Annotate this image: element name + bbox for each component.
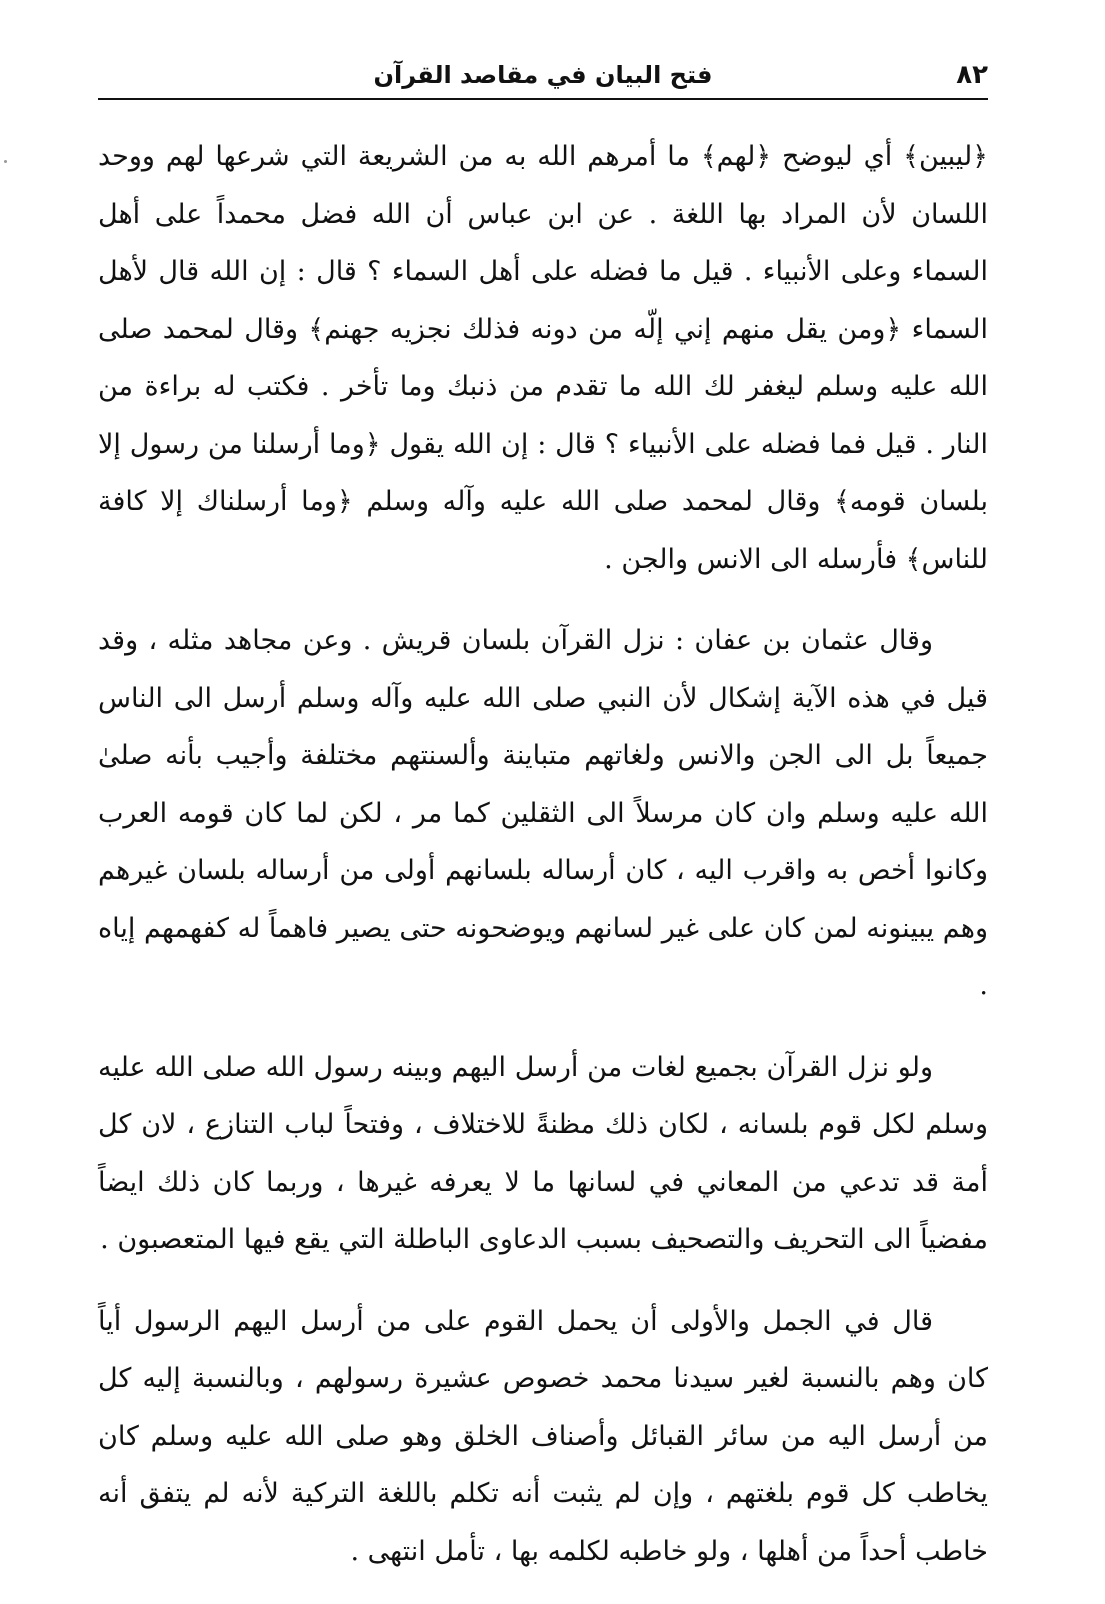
page-header	[98, 58, 988, 100]
paragraph-3: ولو نزل القرآن بجميع لغات من أرسل اليهم وبينه رسول الله صلى الله عليه وسلم لكل قوم بلسانه ، لكان ذلك مظنةً للاختلاف ، وفتحاً لباب التنازع ، لان كل أمة قد تدعي من المعاني في لسانها ما لا يعرفه غيرها ، وربما كان ذلك ايضاً مفضياً الى التحريف والتصحيف بسبب الدعاوى الباطلة التي يقع فيها المتعصبون .	[98, 1051, 988, 1255]
paragraph-2: وقال عثمان بن عفان : نزل القرآن بلسان قريش . وعن مجاهد مثله ، وقد قيل في هذه الآية إشكال لأن النبي صلى الله عليه وآله وسلم أرسل الى الناس جميعاً بل الى الجن والانس ولغاتهم متباينة وألسنتهم مختلفة وأجيب بأنه صلىٰ الله عليه وسلم وان كان مرسلاً الى الثقلين كما مر ، لكن لما كان قومه العرب وكانوا أخص به واقرب اليه ، كان أرساله بلسانهم أولى من أرساله بلسان غيرهم وهم يبينونه لمن كان على غير لسانهم ويوضحونه حتى يصير فاهماً له كفهمهم إياه .	[98, 625, 988, 1001]
page-number: ٨٢	[956, 60, 988, 90]
paragraph-1: ﴿ليبين﴾ أي ليوضح ﴿لهم﴾ ما أمرهم الله به من الشريعة التي شرعها لهم ووحد اللسان لأن المراد بها اللغة . عن ابن عباس أن الله فضل محمداً على أهل السماء وعلى الأنبياء . قيل ما فضله على أهل السماء ؟ قال : إن الله قال لأهل السماء ﴿ومن يقل منهم إني إلّه من دونه فذلك نجزيه جهنم﴾ وقال لمحمد صلى الله عليه وسلم ليغفر لك الله ما تقدم من ذنبك وما تأخر . فكتب له براءة من النار . قيل فما فضله على الأنبياء ؟ قال : إن الله يقول ﴿وما أرسلنا من رسول إلا بلسان قومه﴾ وقال لمحمد صلى الله عليه وآله وسلم ﴿وما أرسلناك إلا كافة للناس﴾ فأرسله الى الانس والجن .	[98, 141, 988, 575]
running-title: فتح البيان في مقاصد القرآن	[373, 61, 713, 89]
body-text	[98, 128, 988, 1604]
scan-speck	[4, 160, 7, 163]
paragraph-4: قال في الجمل والأولى أن يحمل القوم على من أرسل اليهم الرسول أياً كان وهم بالنسبة لغير سيدنا محمد خصوص عشيرة رسولهم ، وبالنسبة إليه كل من أرسل اليه من سائر القبائل وأصناف الخلق وهو صلى الله عليه وسلم كان يخاطب كل قوم بلغتهم ، وإن لم يثبت أنه تكلم باللغة التركية لأنه لم يتفق أنه خاطب أحداً من أهلها ، ولو خاطبه لكلمه بها ، تأمل انتهى .	[98, 1305, 988, 1567]
